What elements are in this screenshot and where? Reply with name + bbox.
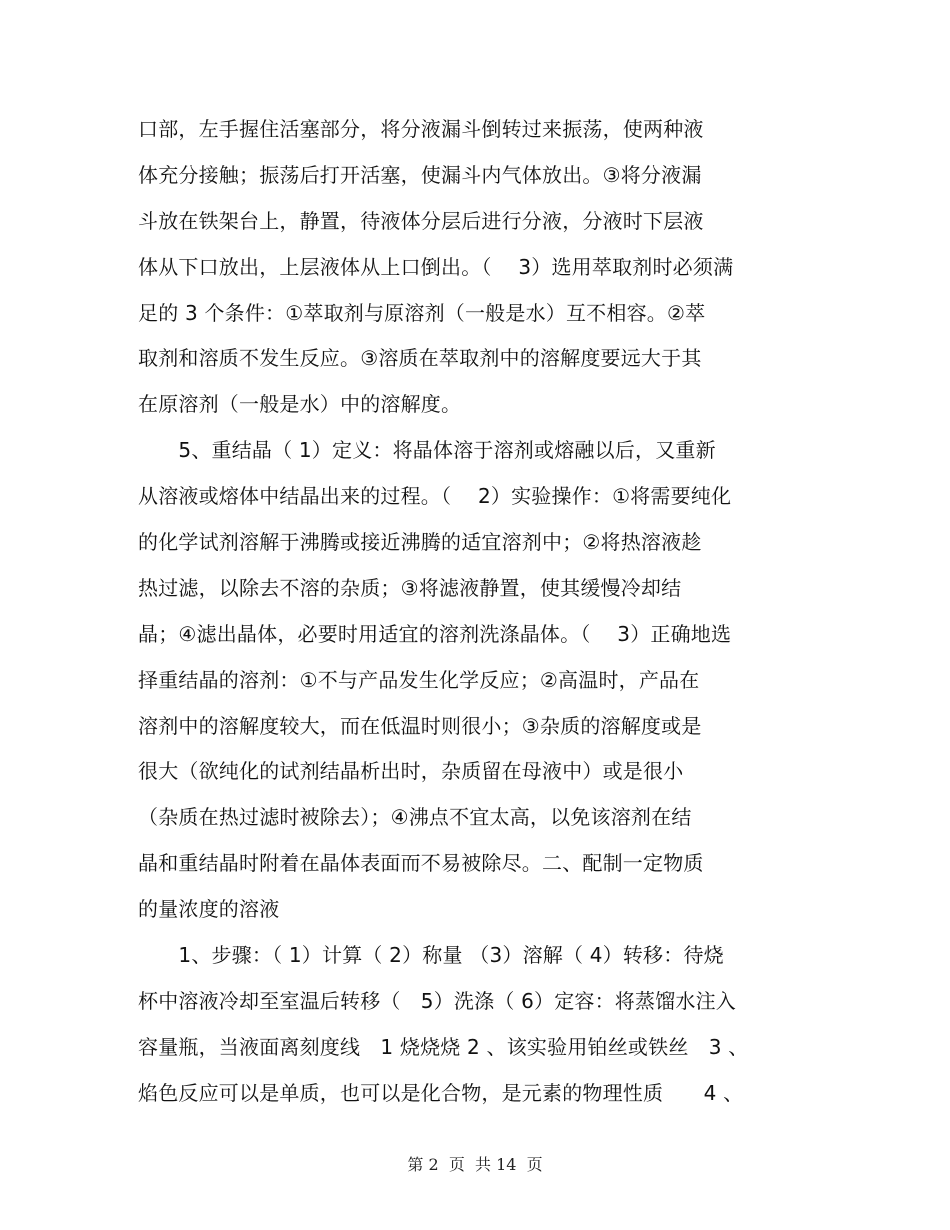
text-line: 择重结晶的溶剂：①不与产品发生化学反应；②高温时，产品在 [138, 667, 700, 692]
text-line: 取剂和溶质不发生反应。③溶质在萃取剂中的溶解度要远大于其 [138, 346, 702, 371]
text-line: 在原溶剂（一般是水）中的溶解度。 [138, 392, 462, 417]
text-line: 的量浓度的溶液 [138, 897, 280, 922]
text-line: 的化学试剂溶解于沸腾或接近沸腾的适宜溶剂中；②将热溶液趁 [138, 530, 702, 555]
text-line: 口部，左手握住活塞部分，将分液漏斗倒转过来振荡，使两种液 [138, 117, 704, 141]
text-line: 很大（欲纯化的试剂结晶析出时，杂质留在母液中）或是很小 [138, 759, 684, 784]
text-line: 斗放在铁架台上，静置，待液体分层后进行分液，分液时下层液 [138, 208, 704, 233]
text-line: 杯中溶液冷却至室温后转移（ 5）洗涤（ 6）定容：将蒸馏水注入 [138, 988, 737, 1013]
text-line: 体充分接触；振荡后打开活塞，使漏斗内气体放出。③将分液漏 [138, 162, 702, 187]
text-line: 足的 3 个条件：①萃取剂与原溶剂（一般是水）互不相容。②萃 [138, 300, 706, 325]
text-line: 1、步骤：（ 1）计算（ 2）称量 （3）溶解（ 4）转移：待烧 [138, 943, 724, 968]
text-line: 从溶液或熔体中结晶出来的过程。（ 2）实验操作：①将需要纯化 [138, 484, 732, 509]
text-line: 晶；④滤出晶体，必要时用适宜的溶剂洗涤晶体。（ 3）正确地选 [138, 621, 732, 646]
text-line: 晶和重结晶时附着在晶体表面而不易被除尽。二、配制一定物质 [138, 851, 704, 876]
text-line: 溶剂中的溶解度较大，而在低温时则很小；③杂质的溶解度或是 [138, 713, 702, 738]
text-line: 热过滤，以除去不溶的杂质；③将滤液静置，使其缓慢冷却结 [138, 575, 682, 600]
page-number-footer: 第 2 页 共 14 页 [407, 1155, 543, 1174]
text-line: 容量瓶，当液面离刻度线 1 烧烧烧 2 、该实验用铂丝或铁丝 3 、 [138, 1034, 749, 1059]
text-line: 5、重结晶（ 1）定义：将晶体溶于溶剂或熔融以后，又重新 [138, 438, 716, 463]
text-line: 焰色反应可以是单质，也可以是化合物，是元素的物理性质 4 、 [138, 1080, 744, 1105]
text-line: （杂质在热过滤时被除去）；④沸点不宜太高，以免该溶剂在结 [138, 805, 692, 830]
text-line: 体从下口放出，上层液体从上口倒出。（ 3）选用萃取剂时必须满 [138, 254, 734, 279]
body-text [138, 107, 818, 1117]
